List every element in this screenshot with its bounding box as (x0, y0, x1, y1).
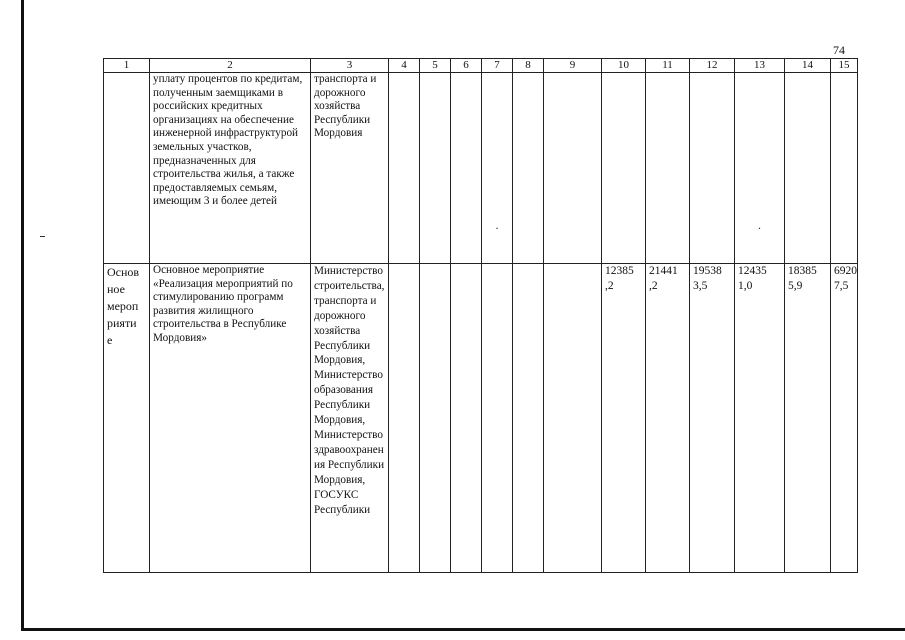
row1-mark-13: . (758, 220, 761, 232)
col-header-11: 11 (646, 59, 690, 73)
row1-cell-11 (646, 73, 690, 264)
row2-cell-7 (482, 264, 513, 573)
col-header-8: 8 (513, 59, 544, 73)
row1-cell-12 (690, 73, 735, 264)
row1-cell-7 (482, 73, 513, 264)
col-header-4: 4 (389, 59, 420, 73)
col-header-14: 14 (785, 59, 831, 73)
row2-value-14: 183855,9 (785, 264, 831, 573)
col-header-2: 2 (150, 59, 311, 73)
row1-cell-5 (420, 73, 451, 264)
row1-cell-15 (831, 73, 858, 264)
row1-executor-cell: транспорта и дорожного хозяйства Республики Мордовия (311, 73, 389, 264)
col-header-10: 10 (602, 59, 646, 73)
row2-type-cell: Основное мероприятие (104, 264, 150, 573)
row1-cell-4 (389, 73, 420, 264)
row2-executor-cell: Министерство строительства, транспорта и дорожного хозяйства Республики Мордовия, Министерство образования Республики Мордовия, Министерство здравоохранения Республики Мордовия, ГОСУКС Республики (311, 264, 389, 573)
row1-cell-8 (513, 73, 544, 264)
row2-value-13: 124351,0 (735, 264, 785, 573)
col-header-7: 7 (482, 59, 513, 73)
row1-cell-9 (544, 73, 602, 264)
col-header-13: 13 (735, 59, 785, 73)
row2-cell-5 (420, 264, 451, 573)
row2-value-15: 69207,5 (831, 264, 858, 573)
row2-value-12: 195383,5 (690, 264, 735, 573)
row1-description-cell: уплату процентов по кредитам, полученным заемщиками в российских кредитных организациях на обеспечение инженерной инфраструктурой земельных участков, предназначенных для строительства жилья, а также предоставляемых семьям, имеющим 3 и более детей (150, 73, 311, 264)
table-row (104, 264, 858, 573)
col-header-9: 9 (544, 59, 602, 73)
row2-cell-6 (451, 264, 482, 573)
scan-left-edge (21, 0, 24, 631)
row1-type-cell (104, 73, 150, 264)
col-header-12: 12 (690, 59, 735, 73)
row1-cell-13 (735, 73, 785, 264)
col-header-15: 15 (831, 59, 858, 73)
col-header-6: 6 (451, 59, 482, 73)
table-row (104, 73, 858, 264)
row2-cell-4 (389, 264, 420, 573)
scan-bottom-edge (21, 628, 905, 631)
row2-value-10: 12385,2 (602, 264, 646, 573)
row2-cell-8 (513, 264, 544, 573)
row2-description-cell: Основное мероприятие «Реализация мероприятий по стимулированию программ развития жилищного строительства в Республике Мордовия» (150, 264, 311, 573)
col-header-3: 3 (311, 59, 389, 73)
col-header-1: 1 (104, 59, 150, 73)
row2-value-11: 21441,2 (646, 264, 690, 573)
row2-cell-9 (544, 264, 602, 573)
row1-cell-6 (451, 73, 482, 264)
budget-table (103, 58, 858, 573)
col-header-5: 5 (420, 59, 451, 73)
page-number: 74 (833, 43, 845, 57)
row1-mark-7: . (495, 220, 499, 232)
column-number-row (104, 59, 858, 73)
row1-cell-10 (602, 73, 646, 264)
row1-cell-14 (785, 73, 831, 264)
scan-speck (40, 236, 45, 237)
